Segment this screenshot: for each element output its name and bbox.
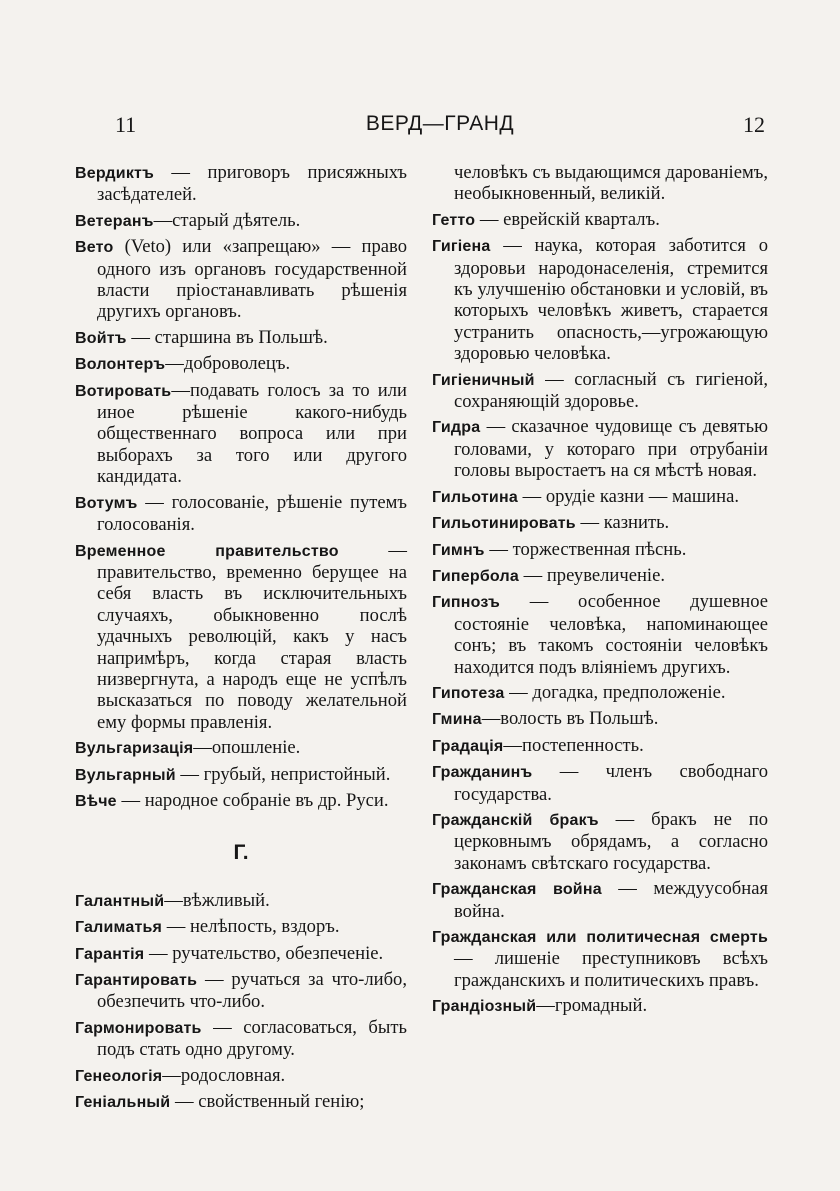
right-column — [432, 162, 768, 1022]
page-number-right: 12 — [743, 112, 765, 137]
definition: —старый дѣятель. — [153, 209, 301, 231]
entry — [432, 512, 768, 534]
headword: Гильотина — [432, 488, 518, 506]
headword: Гетто — [432, 211, 476, 229]
headword: Градація — [432, 737, 504, 755]
headword: Гмина — [432, 711, 482, 729]
entry — [75, 492, 407, 536]
definition: — наука, которая заботится о здоровьи народонаселенія, стремится къ улучшенію обстановки и условій, въ которыхъ человѣкъ живетъ, старается устранить опасность,—угрожающую здоровью человѣка. — [454, 235, 768, 365]
entry — [75, 162, 407, 206]
headword: Галиматья — [75, 919, 163, 937]
entry — [75, 1091, 407, 1113]
entry — [75, 210, 407, 232]
headword: Вульгаризація — [75, 740, 194, 758]
entry — [75, 540, 407, 734]
headword: Войтъ — [75, 329, 127, 347]
section-letter: Г. — [233, 841, 249, 865]
entry — [432, 539, 768, 561]
headword: Гарантировать — [75, 972, 198, 989]
entry — [75, 764, 407, 786]
headword: Гарантія — [75, 945, 145, 963]
entry — [432, 565, 768, 587]
left-column — [75, 162, 407, 1117]
definition: — торжественная пѣснь. — [484, 538, 687, 560]
definition: — приговоръ присяжныхъ засѣдателей. — [97, 162, 407, 206]
definition: — старшина въ Польшѣ. — [126, 326, 328, 348]
headword: Временное правительство — [75, 542, 339, 560]
entry — [432, 735, 768, 757]
definition: — народное собраніе въ др. Руси. — [116, 789, 389, 811]
running-title: ВЕРД—ГРАНД — [365, 112, 515, 135]
definition: — казнить. — [575, 512, 670, 534]
entry — [75, 790, 407, 812]
headword: Гигіена — [432, 238, 491, 256]
headword: Ветеранъ — [75, 212, 154, 230]
definition: —вѣжливый. — [164, 889, 270, 911]
definition: —громадный. — [536, 995, 648, 1017]
definition: — ручательство, обезпеченіе. — [144, 942, 384, 964]
headword: Вердиктъ — [75, 165, 154, 182]
headword: Гимнъ — [432, 541, 485, 559]
entry — [75, 327, 407, 349]
headword: Вето — [75, 239, 114, 257]
headword: Гигіеничный — [432, 371, 535, 389]
headword: Гидра — [432, 419, 481, 437]
definition: — свойственный генію; — [170, 1091, 365, 1113]
headword: Гражданская или политичесная смерть — [432, 929, 768, 946]
entries-v — [75, 162, 407, 812]
entry — [432, 708, 768, 730]
headword: Вульгарный — [75, 766, 176, 784]
entry — [75, 890, 407, 912]
headword: Гипнозъ — [432, 594, 501, 612]
definition: — орудіе казни — машина. — [517, 485, 739, 507]
entry — [432, 209, 768, 231]
entry — [432, 995, 768, 1017]
entry — [432, 682, 768, 704]
definition: — междуусобная война. — [454, 878, 768, 922]
entry — [75, 969, 407, 1013]
headword: Гармонировать — [75, 1019, 202, 1037]
page-number-left: 11 — [115, 112, 137, 137]
entry — [75, 737, 407, 759]
entry — [75, 1017, 407, 1061]
entry — [432, 926, 768, 991]
headword: Гильотинировать — [432, 515, 576, 533]
entry — [432, 369, 768, 413]
definition: — нелѣпость, вздоръ. — [162, 916, 340, 938]
definition: —родословная. — [162, 1064, 286, 1086]
definition: — сказачное чудовище съ девятью головами, у котораго при отрубаніи головы выростаетъ на ся мѣстѣ новая. — [454, 416, 768, 482]
definition: — особенное душевное состояніе человѣка, напоминающее сонъ; въ такомъ состояніи человѣкъ находится подъ вліяніемъ другихъ. — [454, 591, 768, 678]
definition: — согласный съ гигіеной, сохраняющій здоровье. — [454, 368, 768, 413]
entry — [75, 916, 407, 938]
headword: Волонтеръ — [75, 356, 166, 374]
headword: Вотумъ — [75, 494, 138, 512]
definition: — лишеніе преступниковъ всѣхъ гражданскихъ и политическихъ правъ. — [454, 948, 768, 991]
entry — [75, 353, 407, 375]
headword: Гражданская война — [432, 881, 602, 899]
entry — [432, 878, 768, 922]
entry — [75, 1065, 407, 1087]
headword: Вотировать — [75, 382, 172, 400]
entry — [432, 486, 768, 508]
entry — [75, 380, 407, 488]
definition: — согласоваться, быть подъ стать одно другому. — [97, 1016, 407, 1061]
definition: —доброволецъ. — [165, 353, 291, 375]
headword: Гипербола — [432, 567, 519, 585]
headword: Гипотеза — [432, 684, 505, 702]
definition: —подавать голосъ за то или иное рѣшеніе какого-нибудь общественнаго вопроса или при выборахъ за того или другого кандидата. — [97, 379, 407, 488]
entry — [432, 416, 768, 481]
entry — [432, 591, 768, 678]
definition: —постепенность. — [503, 734, 644, 756]
headword: Генеологія — [75, 1067, 163, 1085]
definition: — еврейскій кварталъ. — [475, 208, 660, 230]
definition: — догадка, предположеніе. — [504, 681, 726, 703]
definition: — членъ свободнаго государства. — [454, 761, 768, 805]
entry — [75, 943, 407, 965]
definition: (Veto) или «запрещаю» — право одного изъ органовъ государственной власти пріостанавливать рѣшенія другихъ органовъ. — [97, 236, 407, 323]
entry — [432, 809, 768, 874]
definition: — ручаться за что-либо, обезпечить что-либо. — [97, 969, 407, 1013]
entry-continuation: человѣкъ съ выдающимся дарованіемъ, необыкновенный, великій. — [454, 162, 768, 205]
headword: Грандіозный — [432, 998, 537, 1016]
definition: —опошленіе. — [193, 737, 301, 759]
headword: Гражданинъ — [432, 764, 533, 782]
definition: — голосованіе, рѣшеніе путемъ голосованія. — [97, 491, 407, 536]
entry — [75, 236, 407, 323]
definition: — бракъ не по церковнымъ обрядамъ, а согласно законамъ свѣтскаго государства. — [454, 808, 768, 874]
headword: Вѣче — [75, 792, 117, 810]
definition: — правительство, временно берущее на себя власть въ исключительныхъ случаяхъ, обыкновенно послѣ удачныхъ революцій, какъ у насъ напримѣръ, когда старая власть низвергнута, а народъ еще не успѣлъ высказаться по поводу желательной ему формы правленія. — [97, 539, 407, 733]
definition: — преувеличеніе. — [518, 564, 665, 586]
page-header — [115, 112, 765, 142]
headword: Гражданскій бракъ — [432, 811, 599, 829]
entry — [432, 761, 768, 805]
headword: Галантный — [75, 892, 165, 910]
definition: —волость въ Польшѣ. — [481, 708, 659, 730]
headword: Геніальный — [75, 1094, 171, 1112]
definition: — грубый, непристойный. — [175, 763, 391, 785]
entry — [432, 235, 768, 364]
entries-g — [75, 890, 407, 1114]
